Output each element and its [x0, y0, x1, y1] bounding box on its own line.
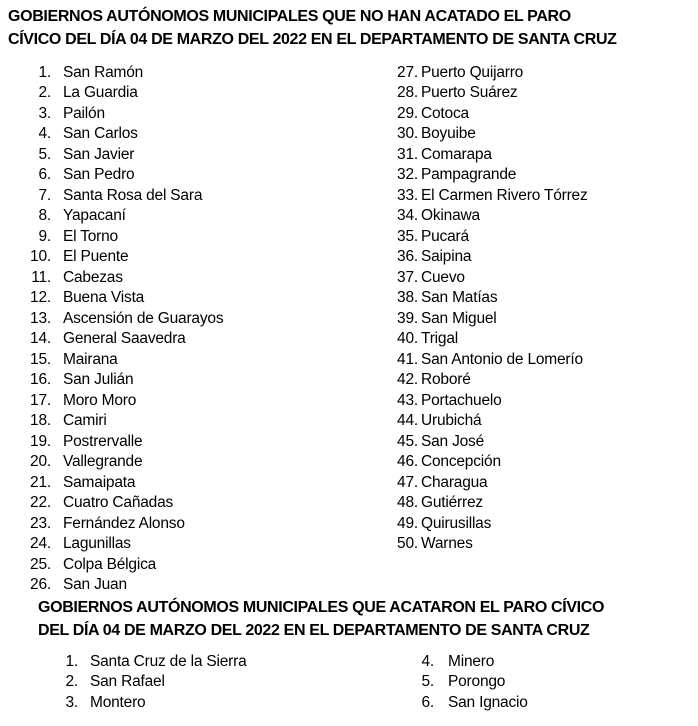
item-name: Mairana [63, 350, 118, 368]
item-number: 4. [38, 125, 51, 143]
item-number: 22. [30, 494, 51, 512]
item-name: Saipina [421, 248, 472, 266]
item-name: Lagunillas [63, 535, 131, 553]
item-name: Comarapa [421, 145, 492, 163]
item-name: Puerto Quijarro [421, 64, 524, 81]
list-item [20, 145, 223, 165]
item-number: 7. [38, 186, 51, 204]
list-complied-col2 [408, 652, 528, 713]
item-name: Moro Moro [63, 391, 137, 409]
item-name: Vallegrande [63, 453, 143, 471]
section-title-not-complied [8, 5, 617, 51]
list-item [20, 575, 223, 595]
list-item [20, 350, 223, 370]
list-item [20, 288, 223, 308]
list-item [20, 268, 223, 288]
list-item [388, 145, 588, 165]
list-item [408, 652, 528, 672]
item-name: San José [421, 432, 485, 450]
title-line: GOBIERNOS AUTÓNOMOS MUNICIPALES QUE ACATARON EL PARO CÍVICO [38, 599, 605, 616]
item-name: Charagua [421, 473, 488, 491]
list-item [388, 186, 588, 206]
item-number: 43. [397, 391, 418, 409]
item-number: 42. [397, 371, 418, 389]
item-name: San Pedro [63, 166, 135, 184]
item-number: 20. [30, 453, 51, 471]
list-item [408, 672, 528, 692]
list-item [388, 165, 588, 185]
item-number: 5. [38, 145, 51, 163]
item-number: 49. [397, 514, 418, 532]
list-item [20, 83, 223, 103]
item-number: 45. [397, 432, 418, 450]
item-name: El Carmen Rivero Tórrez [421, 186, 588, 204]
list-item [388, 63, 588, 83]
item-number: 6. [38, 166, 51, 184]
item-name: Buena Vista [63, 289, 145, 307]
item-name: Warnes [421, 535, 473, 553]
item-number: 4. [421, 653, 434, 670]
item-number: 10. [30, 248, 51, 266]
item-name: Gutiérrez [421, 494, 483, 512]
item-name: Okinawa [421, 207, 480, 225]
list-item [388, 309, 588, 329]
list-item [20, 104, 223, 124]
item-name: Portachuelo [421, 391, 502, 409]
list-item [388, 370, 588, 390]
list-item [388, 493, 588, 513]
item-name: Pailón [63, 104, 105, 122]
list-not-complied-col2 [388, 63, 588, 555]
item-name: San Ignacio [448, 693, 528, 711]
item-number: 41. [397, 350, 418, 368]
list-item [388, 124, 588, 144]
list-item [20, 124, 223, 144]
item-number: 5. [421, 673, 434, 691]
item-name: Porongo [448, 673, 506, 691]
item-number: 34. [397, 207, 418, 225]
item-name: Ascensión de Guarayos [63, 309, 224, 327]
list-item [20, 63, 223, 83]
list-item [388, 288, 588, 308]
list-item [50, 652, 247, 672]
list-item [20, 473, 223, 493]
list-item [388, 206, 588, 226]
list-item [388, 83, 588, 103]
item-name: Cabezas [63, 268, 123, 286]
item-name: Boyuibe [421, 125, 476, 143]
item-number: 6. [421, 693, 434, 711]
item-name: San Rafael [90, 673, 165, 691]
list-item [388, 329, 588, 349]
item-name: La Guardia [63, 84, 138, 102]
list-item [20, 534, 223, 554]
item-name: Montero [90, 693, 146, 711]
item-name: Puerto Suárez [421, 84, 518, 102]
item-name: San Javier [63, 145, 135, 163]
item-name: General Saavedra [63, 330, 186, 348]
item-name: San Miguel [421, 309, 497, 327]
item-name: San Antonio de Lomerío [421, 350, 583, 368]
item-number: 47. [397, 473, 418, 491]
item-number: 29. [397, 104, 418, 122]
list-item [20, 432, 223, 452]
list-item [20, 165, 223, 185]
item-number: 3. [38, 104, 51, 122]
item-name: Concepción [421, 453, 501, 471]
item-name: Trigal [421, 330, 458, 348]
item-number: 23. [30, 514, 51, 532]
item-name: El Torno [63, 227, 118, 245]
list-item [20, 186, 223, 206]
title-line: DEL DÍA 04 DE MARZO DEL 2022 EN EL DEPARTAMENTO DE SANTA CRUZ [38, 622, 590, 639]
item-number: 35. [397, 227, 418, 245]
list-item [20, 391, 223, 411]
item-number: 13. [30, 309, 51, 327]
item-name: San Carlos [63, 125, 138, 143]
list-item [388, 514, 588, 534]
title-line: GOBIERNOS AUTÓNOMOS MUNICIPALES QUE NO HAN ACATADO EL PARO [8, 8, 571, 25]
item-number: 44. [397, 412, 418, 430]
item-number: 12. [30, 289, 51, 307]
list-item [388, 534, 588, 554]
item-number: 21. [30, 473, 51, 491]
list-item [20, 227, 223, 247]
item-number: 14. [30, 330, 51, 348]
item-number: 36. [397, 248, 418, 266]
item-number: 25. [30, 555, 51, 573]
item-number: 3. [65, 693, 78, 711]
item-number: 26. [30, 576, 51, 594]
list-item [20, 247, 223, 267]
item-name: Pucará [421, 227, 469, 245]
list-item [20, 370, 223, 390]
item-name: Camiri [63, 412, 107, 430]
item-name: Cotoca [421, 104, 469, 122]
item-number: 39. [397, 309, 418, 327]
section-title-complied [38, 596, 604, 642]
item-number: 40. [397, 330, 418, 348]
item-number: 2. [65, 673, 78, 691]
item-number: 15. [30, 350, 51, 368]
item-number: 1. [65, 653, 78, 670]
item-name: San Ramón [63, 64, 144, 81]
list-item [388, 452, 588, 472]
item-number: 30. [397, 125, 418, 143]
item-number: 2. [38, 84, 51, 102]
list-item [388, 411, 588, 431]
item-name: Minero [448, 653, 495, 670]
list-item [20, 514, 223, 534]
list-item [20, 493, 223, 513]
list-item [388, 104, 588, 124]
list-item [408, 693, 528, 713]
item-name: Yapacaní [63, 207, 126, 225]
list-item [388, 432, 588, 452]
item-number: 19. [30, 432, 51, 450]
item-name: Santa Rosa del Sara [63, 186, 203, 204]
item-number: 50. [397, 535, 418, 553]
item-name: Cuatro Cañadas [63, 494, 174, 512]
item-name: San Juan [63, 576, 127, 594]
item-number: 46. [397, 453, 418, 471]
item-name: Santa Cruz de la Sierra [90, 653, 247, 670]
item-name: El Puente [63, 248, 129, 266]
item-number: 11. [31, 268, 51, 286]
item-number: 32. [397, 166, 418, 184]
item-name: San Julián [63, 371, 134, 389]
item-number: 18. [30, 412, 51, 430]
list-not-complied-col1 [20, 63, 223, 596]
item-number: 16. [30, 371, 51, 389]
list-item [20, 411, 223, 431]
item-name: Roboré [421, 371, 471, 389]
item-number: 9. [38, 227, 51, 245]
list-item [50, 693, 247, 713]
item-name: Urubichá [421, 412, 482, 430]
item-number: 1. [38, 64, 51, 81]
item-number: 24. [30, 535, 51, 553]
list-item [388, 247, 588, 267]
list-item [20, 206, 223, 226]
item-number: 33. [397, 186, 418, 204]
list-item [50, 672, 247, 692]
item-number: 27. [397, 64, 418, 81]
item-name: Pampagrande [421, 166, 517, 184]
item-name: Fernández Alonso [63, 514, 185, 532]
item-number: 31. [397, 145, 418, 163]
list-item [388, 391, 588, 411]
item-number: 38. [397, 289, 418, 307]
item-name: Colpa Bélgica [63, 555, 157, 573]
item-name: Samaipata [63, 473, 136, 491]
list-item [20, 329, 223, 349]
item-number: 48. [397, 494, 418, 512]
item-name: Postrervalle [63, 432, 143, 450]
item-number: 8. [38, 207, 51, 225]
list-item [388, 227, 588, 247]
list-item [20, 309, 223, 329]
item-name: Quirusillas [421, 514, 492, 532]
list-item [388, 350, 588, 370]
item-number: 37. [397, 268, 418, 286]
item-name: Cuevo [421, 268, 465, 286]
item-number: 17. [30, 391, 51, 409]
list-complied-col1 [50, 652, 247, 713]
item-number: 28. [397, 84, 418, 102]
title-line: CÍVICO DEL DÍA 04 DE MARZO DEL 2022 EN EL DEPARTAMENTO DE SANTA CRUZ [8, 31, 617, 48]
list-item [20, 555, 223, 575]
item-name: San Matías [421, 289, 498, 307]
list-item [20, 452, 223, 472]
list-item [388, 268, 588, 288]
list-item [388, 473, 588, 493]
